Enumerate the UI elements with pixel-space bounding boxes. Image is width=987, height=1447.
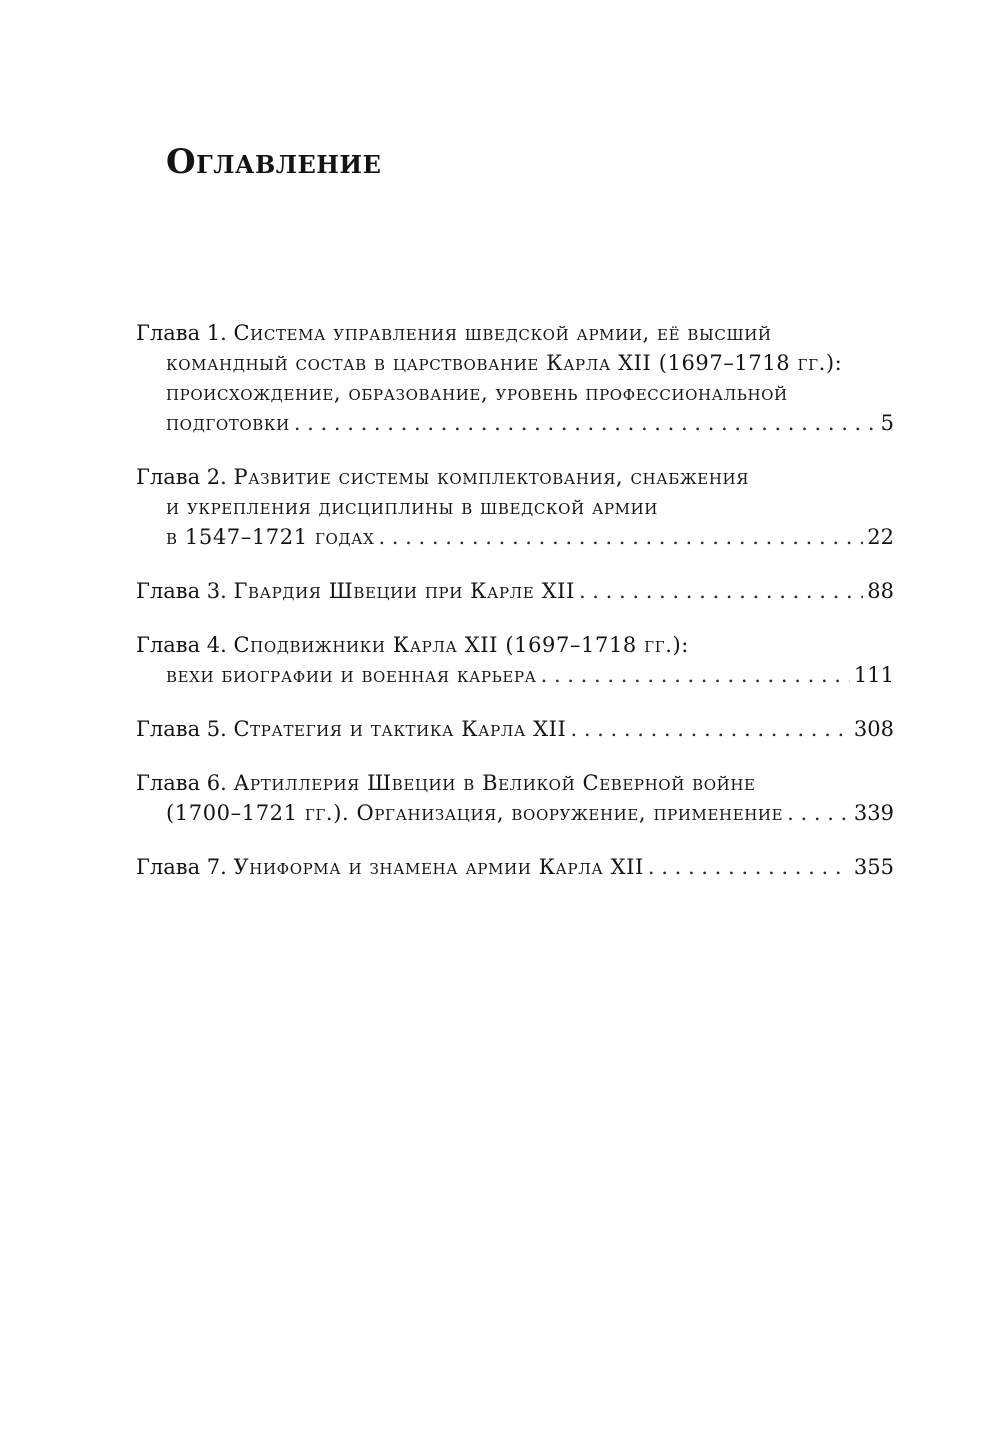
chapter-prefix: Глава 4.: [136, 633, 227, 657]
chapter-title-line: подготовки: [166, 411, 290, 435]
toc-last-line: [136, 522, 894, 552]
toc-entry-chapter-3[interactable]: [136, 576, 894, 606]
chapter-prefix: Глава 6.: [136, 771, 227, 795]
dot-leader: [378, 522, 863, 552]
page-number: 22: [867, 525, 894, 549]
dot-leader: [648, 852, 850, 882]
chapter-prefix: Глава 2.: [136, 465, 227, 489]
chapter-title-line: Система управления шведской армии, её высший: [233, 321, 772, 345]
page-number: 88: [867, 579, 894, 603]
chapter-prefix: Глава 7.: [136, 855, 227, 879]
dot-leader: [541, 660, 850, 690]
toc-last-line: [136, 660, 894, 690]
page-number: 308: [853, 717, 894, 741]
toc-line: [136, 630, 894, 660]
toc-last-line: [136, 714, 894, 744]
toc-last-line: [136, 852, 894, 882]
toc-entry-chapter-4[interactable]: [136, 630, 894, 690]
page-number: 339: [853, 801, 894, 825]
table-of-contents: [136, 318, 894, 882]
toc-last-line: [136, 798, 894, 828]
chapter-title-line: (1700–1721 гг.). Организация, вооружение, применение: [166, 801, 784, 825]
toc-entry-chapter-6[interactable]: [136, 768, 894, 828]
chapter-title-line: Униформа и знамена армии Карла XII: [233, 855, 644, 879]
page-number: 5: [880, 411, 894, 435]
toc-entry-chapter-7[interactable]: [136, 852, 894, 882]
chapter-title-line: вехи биографии и военная карьера: [166, 663, 537, 687]
chapter-title-line: и укрепления дисциплины в шведской армии: [166, 495, 658, 519]
dot-leader: [579, 576, 863, 606]
toc-entry-chapter-2[interactable]: [136, 462, 894, 552]
page-number: 355: [853, 855, 894, 879]
dot-leader: [294, 408, 877, 438]
chapter-title-line: Развитие системы комплектования, снабжения: [233, 465, 749, 489]
chapter-title-line: командный состав в царствование Карла XII (1697–1718 гг.):: [166, 351, 843, 375]
dot-leader: [570, 714, 849, 744]
chapter-title-line: Стратегия и тактика Карла XII: [233, 717, 567, 741]
toc-line: [136, 318, 894, 348]
toc-line: [136, 462, 894, 492]
chapter-title-line: Гвардия Швеции при Карле XII: [233, 579, 575, 603]
chapter-title-line: в 1547–1721 годах: [166, 525, 375, 549]
chapter-title-line: Артиллерия Швеции в Великой Северной войне: [233, 771, 756, 795]
toc-last-line: [136, 576, 894, 606]
page-title: Оглавление: [166, 142, 382, 182]
toc-entry-chapter-5[interactable]: [136, 714, 894, 744]
chapter-prefix: Глава 3.: [136, 579, 227, 603]
toc-line: [136, 768, 894, 798]
toc-last-line: [136, 408, 894, 438]
dot-leader: [787, 798, 850, 828]
chapter-title-line: Сподвижники Карла XII (1697–1718 гг.):: [233, 633, 689, 657]
page-number: 111: [853, 663, 894, 687]
chapter-title-line: происхождение, образование, уровень профессиональной: [166, 381, 788, 405]
chapter-prefix: Глава 5.: [136, 717, 227, 741]
toc-entry-chapter-1[interactable]: [136, 318, 894, 438]
chapter-prefix: Глава 1.: [136, 321, 227, 345]
